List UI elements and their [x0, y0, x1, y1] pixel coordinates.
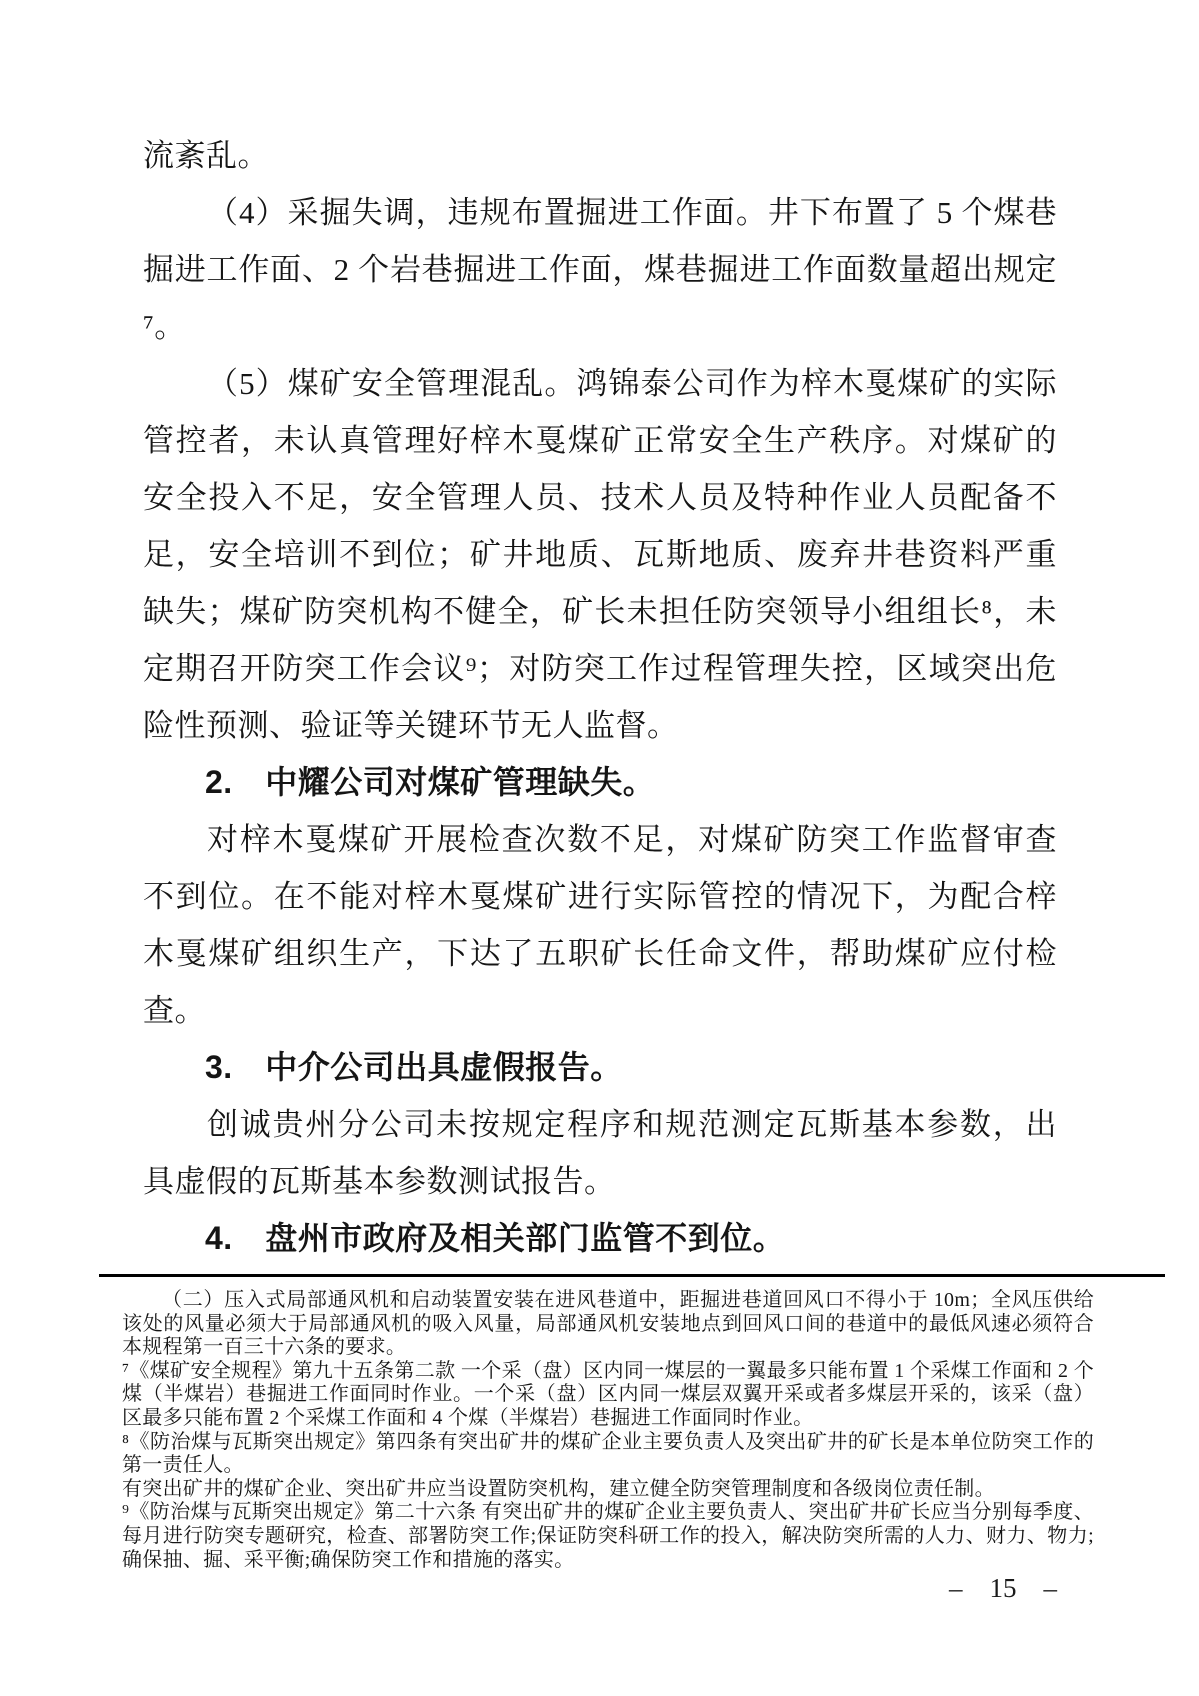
body-text-line: 险性预测、验证等关键环节无人监督。 [143, 708, 679, 743]
footnotes-block [122, 1289, 1094, 1572]
body-text-line: 对梓木戛煤矿开展检查次数不足，对煤矿防突工作监督审查 [207, 822, 1057, 857]
footnote-paragraph: （二）压入式局部通风机和启动装置安装在进风巷道中，距掘进巷道回风口不得小于 10m；全风压供给该处的风量必须大于局部通风机的吸入风量，局部通风机安装地点到回风口间的巷道中的最低风速必须符合本规程第一百三十六条的要求。 [122, 1289, 1094, 1359]
body-text-line: 木戛煤矿组织生产，下达了五职矿长任命文件，帮助煤矿应付检 [143, 936, 1057, 971]
footnote-separator-rule [99, 1274, 1165, 1277]
section-heading: 3. 中介公司出具虚假报告。 [205, 1049, 623, 1085]
footnote-paragraph: ⁷《煤矿安全规程》第九十五条第二款 一个采（盘）区内同一煤层的一翼最多只能布置 1 个采煤工作面和 2 个煤（半煤岩）巷掘进工作面同时作业。一个采（盘）区内同一煤层双翼开采或者多煤层开采的，该采（盘）区最多只能布置 2 个采煤工作面和 4 个煤（半煤岩）巷掘进工作面同时作业。 [122, 1359, 1094, 1429]
body-text-line: 查。 [143, 993, 206, 1028]
body-text-line: 不到位。在不能对梓木戛煤矿进行实际管控的情况下，为配合梓 [143, 879, 1057, 914]
body-text-line: 足，安全培训不到位；矿井地质、瓦斯地质、废弃井巷资料严重 [143, 537, 1057, 572]
document-body [143, 127, 1057, 1267]
body-text-line: 安全投入不足，安全管理人员、技术人员及特种作业人员配备不 [143, 480, 1057, 515]
footnote-paragraph: ⁹《防治煤与瓦斯突出规定》第二十六条 有突出矿井的煤矿企业主要负责人、突出矿井矿长应当分别每季度、每月进行防突专题研究，检查、部署防突工作;保证防突科研工作的投入，解决防突所需的人力、财力、物力;确保抽、掘、采平衡;确保防突工作和措施的落实。 [122, 1501, 1094, 1571]
body-text-line: 掘进工作面、2 个岩巷掘进工作面，煤巷掘进工作面数量超出规定 [143, 252, 1057, 287]
body-text-line: 缺失；煤矿防突机构不健全，矿长未担任防突领导小组组长⁸，未 [143, 594, 1057, 629]
body-text-line: ⁷。 [143, 309, 186, 344]
footnote-paragraph: 有突出矿井的煤矿企业、突出矿井应当设置防突机构，建立健全防突管理制度和各级岗位责任制。 [122, 1477, 995, 1500]
body-text-line: 定期召开防突工作会议⁹；对防突工作过程管理失控，区域突出危 [143, 651, 1057, 686]
body-text-line: 创诚贵州分公司未按规定程序和规范测定瓦斯基本参数，出 [207, 1107, 1057, 1142]
footnote-paragraph: ⁸《防治煤与瓦斯突出规定》第四条有突出矿井的煤矿企业主要负责人及突出矿井的矿长是本单位防突工作的第一责任人。 [122, 1430, 1094, 1477]
section-heading: 4. 盘州市政府及相关部门监管不到位。 [205, 1220, 786, 1256]
body-text-line: （5）煤矿安全管理混乱。鸿锦泰公司作为梓木戛煤矿的实际 [207, 366, 1057, 401]
body-text-line: 管控者，未认真管理好梓木戛煤矿正常安全生产秩序。对煤矿的 [143, 423, 1057, 458]
body-text-line: （4）采掘失调，违规布置掘进工作面。井下布置了 5 个煤巷 [207, 195, 1057, 230]
body-text-line: 具虚假的瓦斯基本参数测试报告。 [143, 1164, 616, 1199]
page-number: – 15 – [949, 1573, 1057, 1603]
section-heading: 2. 中耀公司对煤矿管理缺失。 [205, 764, 656, 800]
body-text-line: 流紊乱。 [143, 138, 269, 173]
